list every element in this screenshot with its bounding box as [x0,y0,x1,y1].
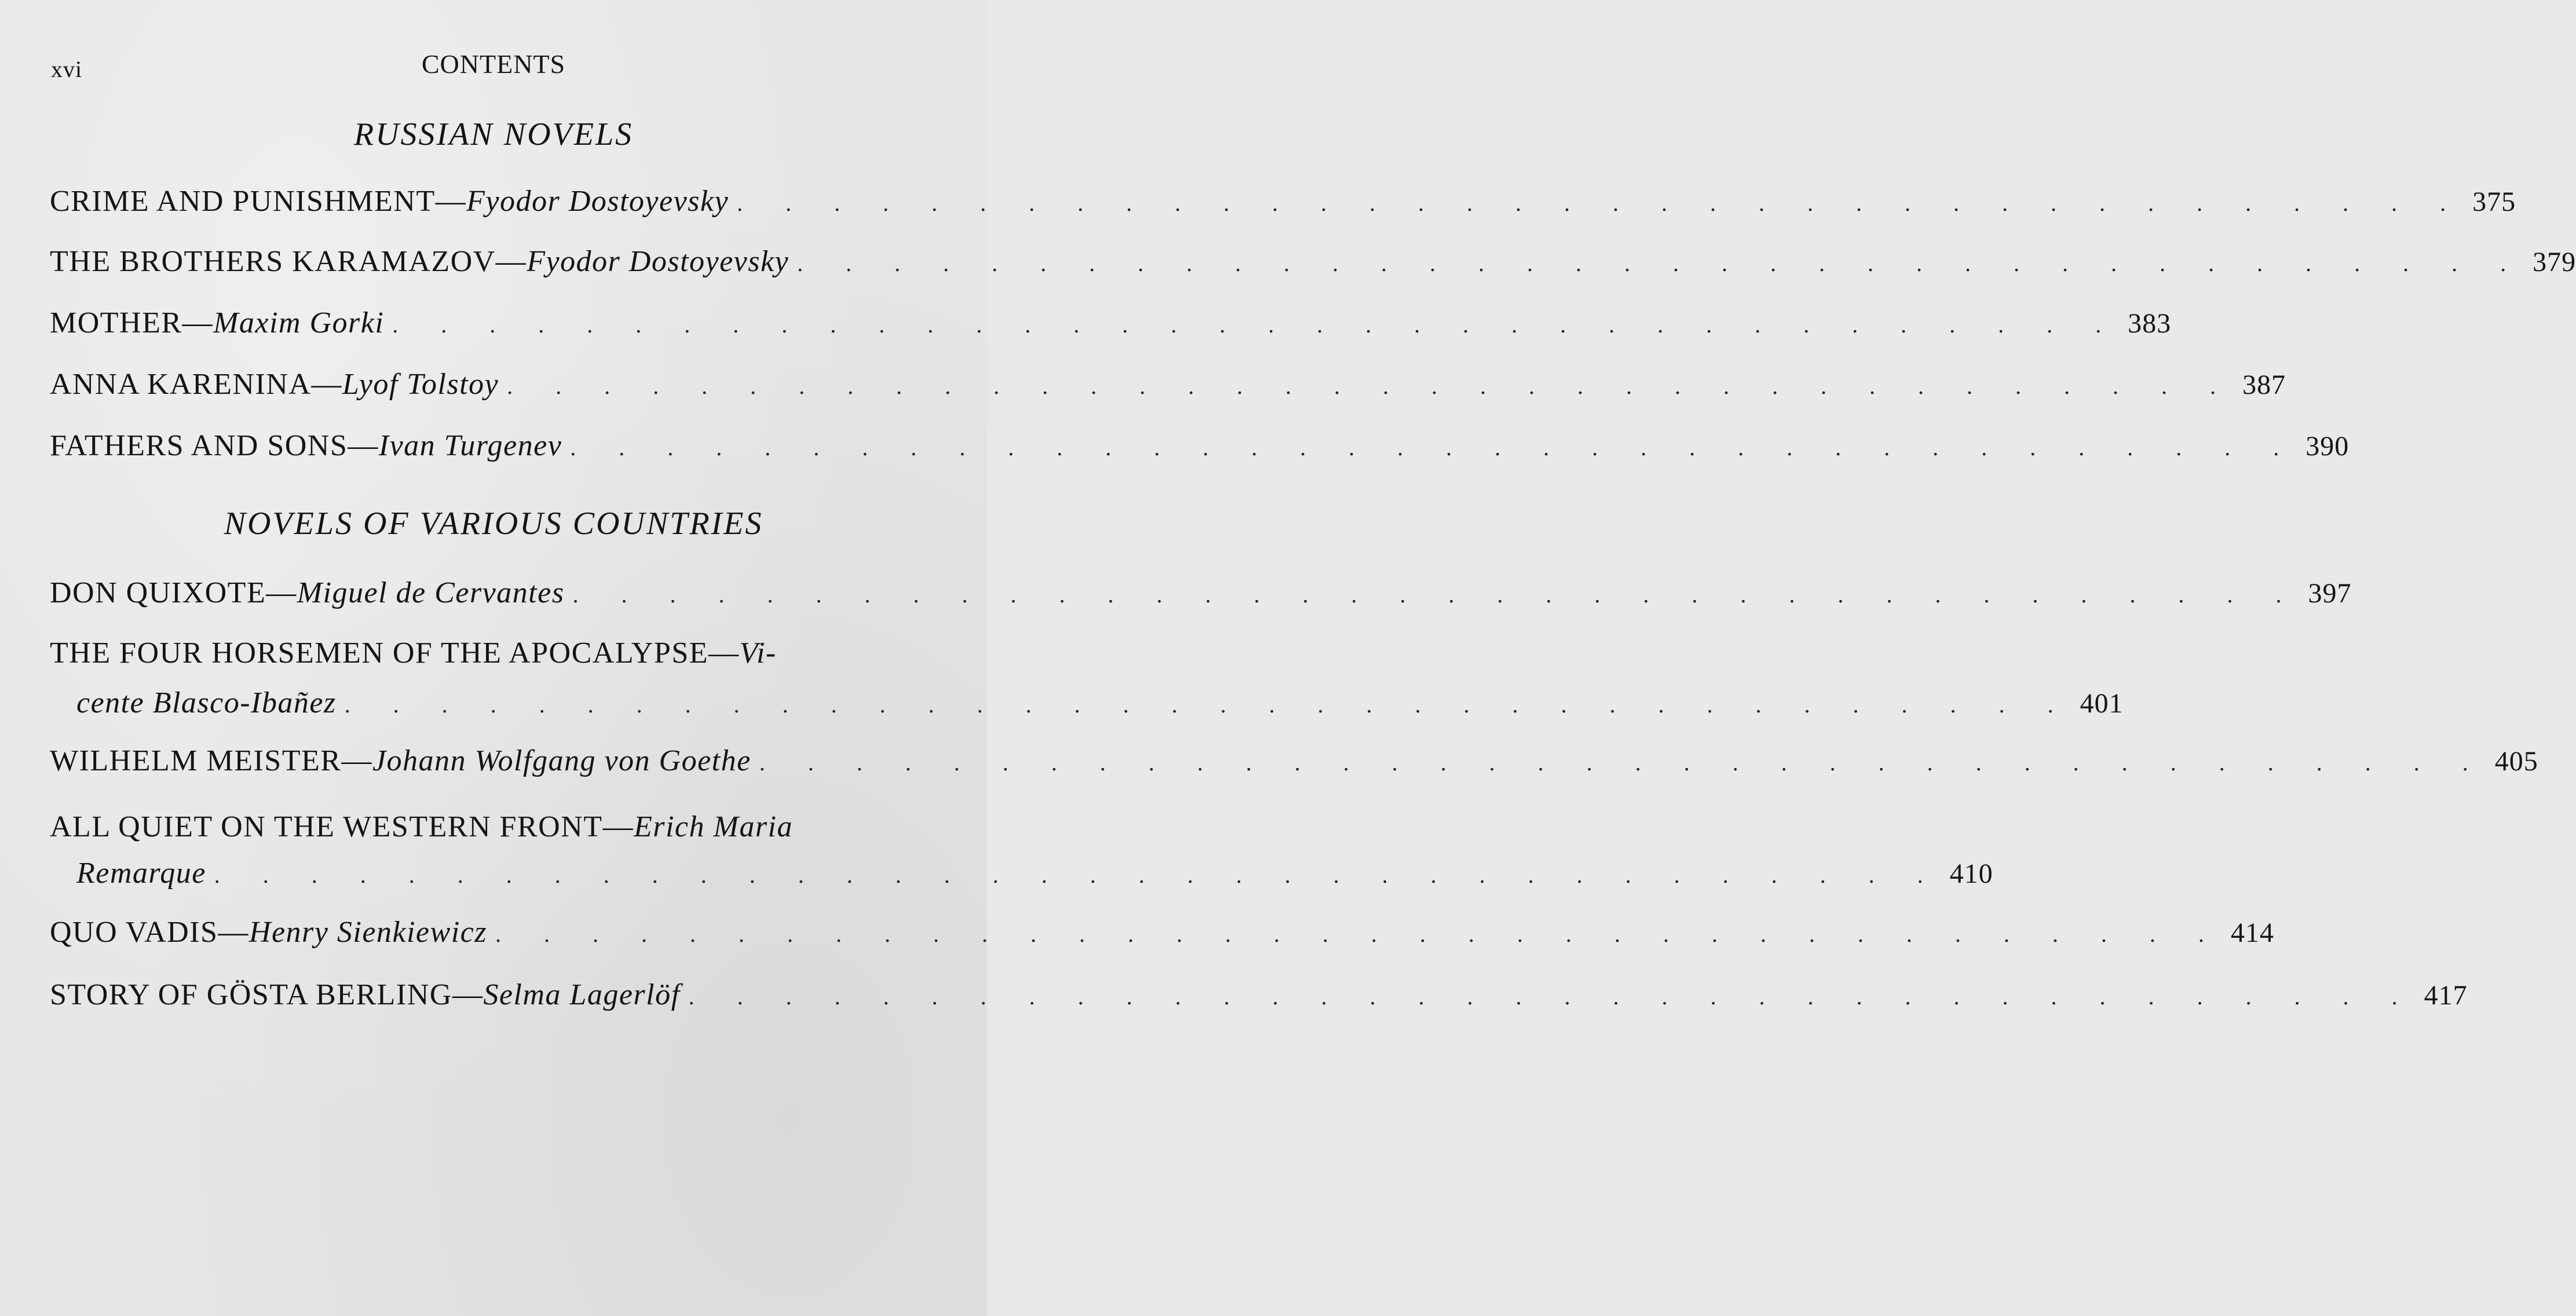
page-folio: xvi [51,56,83,82]
dot-leader: . . . . . . . . . . . . . . . . . . . . . . . . . . . . . . . . . . . . [688,984,2416,1010]
toc-entry [50,183,2516,222]
entry-author: Johann Wolfgang von Goethe [372,744,751,777]
entry-title: ANNA KARENINA— [50,368,342,401]
entry-title: CRIME AND PUNISHMENT— [50,185,467,218]
dot-leader: . . . . . . . . . . . . . . . . . . . . . . . . . . . . . . . . . . . . [344,692,2072,718]
toc-entry [50,243,2576,282]
entry-page-number: 417 [2424,980,2468,1011]
entry-title: ALL QUIET ON THE WESTERN FRONT— [50,810,634,843]
entry-page-number: 397 [2308,578,2352,609]
section-heading-russian-novels: RUSSIAN NOVELS [353,116,634,152]
entry-title: THE FOUR HORSEMEN OF THE APOCALYPSE— [50,637,740,670]
entry-page-number: 383 [2128,308,2172,339]
entry-title: QUO VADIS— [50,916,249,949]
toc-entry [50,427,2350,466]
entry-author: Ivan Turgenev [378,429,562,462]
entry-page-number: 390 [2305,431,2350,462]
entry-title: MOTHER— [50,306,214,339]
entry-author: Vi- [739,637,777,670]
entry-title: THE BROTHERS KARAMAZOV— [50,245,527,278]
running-head: CONTENTS [421,49,566,79]
toc-entry [50,305,2172,343]
entry-author-continued: cente Blasco-Ibañez [76,686,337,719]
toc-entry [50,635,2124,723]
entry-author: Lyof Tolstoy [342,368,499,401]
entry-page-number: 405 [2494,746,2538,777]
entry-page-number: 375 [2472,187,2516,217]
entry-page-number: 410 [1949,858,1993,889]
page-header [0,46,987,81]
entry-page-number: 414 [2230,917,2274,948]
dot-leader: . . . . . . . . . . . . . . . . . . . . . . . . . . . . . . . . . . . . [507,373,2235,399]
dot-leader: . . . . . . . . . . . . . . . . . . . . . . . . . . . . . . . . . . . . [570,434,2298,460]
dot-leader: . . . . . . . . . . . . . . . . . . . . . . . . . . . . . . . . . . . . [495,921,2223,947]
entry-author: Henry Sienkiewicz [249,916,487,949]
entry-page-number: 387 [2242,370,2286,400]
toc-entry [50,977,2468,1015]
toc-entry [50,914,2274,953]
dot-leader: . . . . . . . . . . . . . . . . . . . . . . . . . . . . . . . . . . . . [572,582,2300,608]
entry-author: Maxim Gorki [213,306,385,339]
dot-leader: . . . . . . . . . . . . . . . . . . . . . . . . . . . . . . . . . . . . [737,190,2465,216]
entry-title: FATHERS AND SONS— [50,429,379,462]
toc-entry [50,575,2352,613]
entry-author: Selma Lagerlöf [483,978,681,1011]
entry-author: Miguel de Cervantes [297,576,565,609]
dot-leader: . . . . . . . . . . . . . . . . . . . . . . . . . . . . . . . . . . . . [392,312,2120,338]
dot-leader: . . . . . . . . . . . . . . . . . . . . . . . . . . . . . . . . . . . . [797,250,2525,276]
entry-page-number: 401 [2080,688,2124,719]
entry-author-continued: Remarque [76,857,206,890]
entry-page-number: 379 [2533,247,2576,277]
entry-author: Fyodor Dostoyevsky [466,185,729,218]
section-heading-various-countries: NOVELS OF VARIOUS COUNTRIES [224,506,763,542]
dot-leader: . . . . . . . . . . . . . . . . . . . . . . . . . . . . . . . . . . . . [214,862,1942,888]
entry-title: WILHELM MEISTER— [50,744,372,777]
dot-leader: . . . . . . . . . . . . . . . . . . . . . . . . . . . . . . . . . . . . [759,750,2487,776]
entry-author: Fyodor Dostoyevsky [527,245,790,278]
toc-entry [50,366,2286,405]
entry-author: Erich Maria [633,810,793,843]
toc-entry [50,809,1993,894]
entry-title: DON QUIXOTE— [50,576,297,609]
toc-entry [50,743,2538,781]
entry-title: STORY OF GÖSTA BERLING— [50,978,484,1011]
